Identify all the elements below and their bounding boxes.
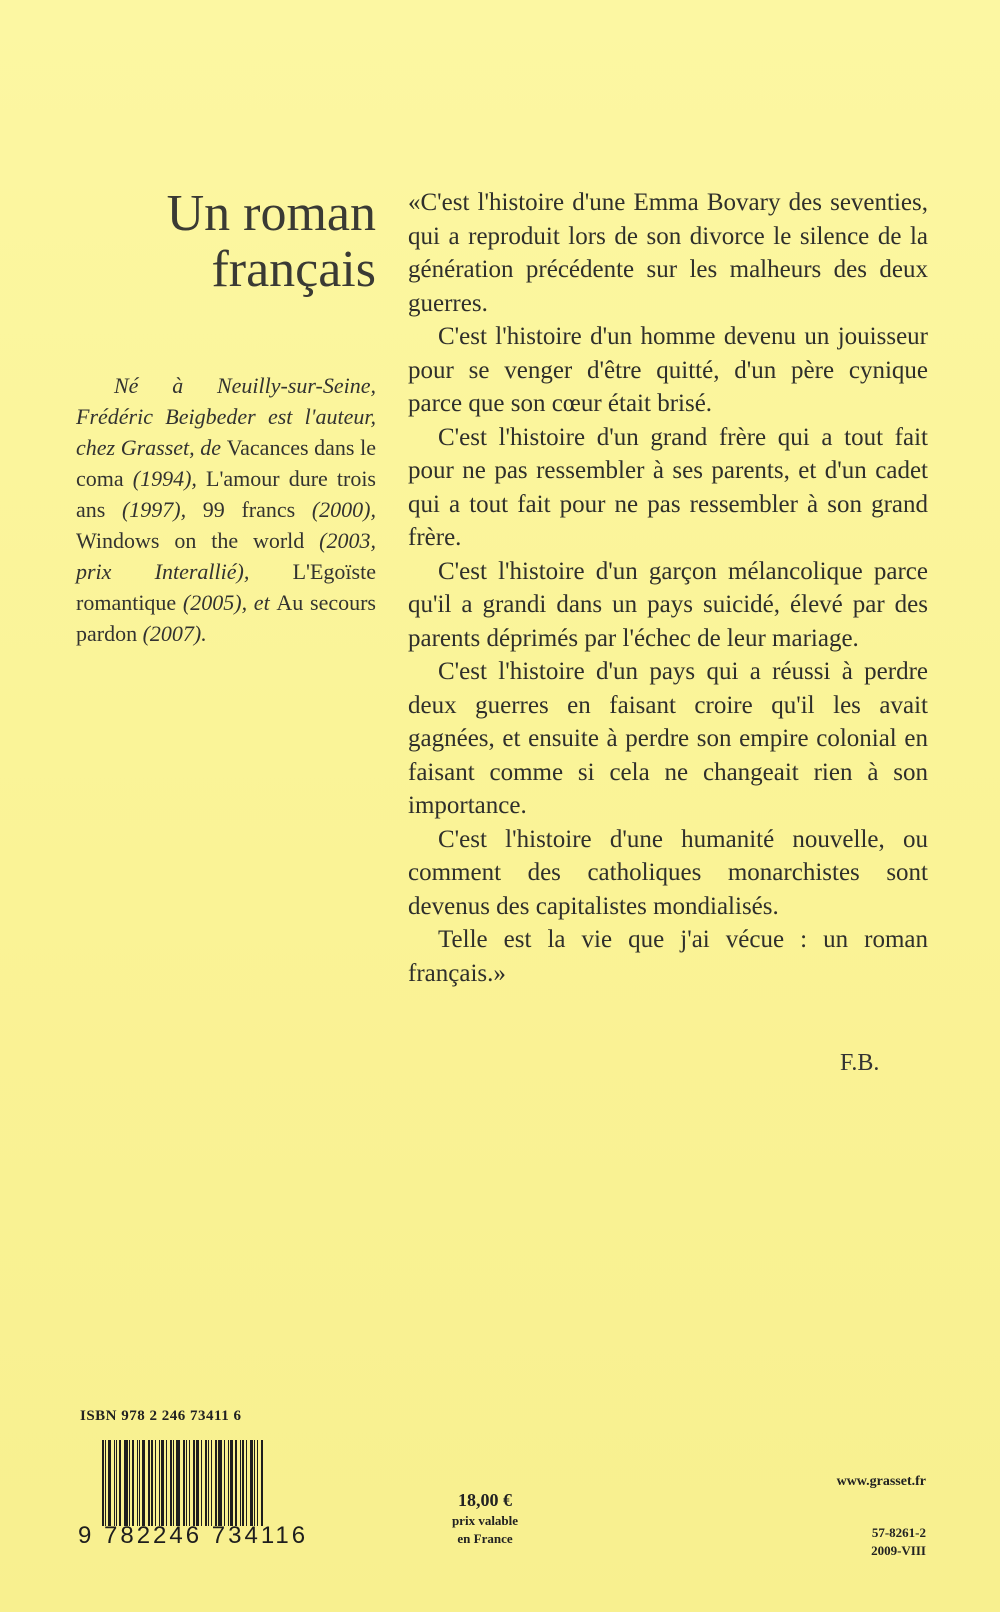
barcode-bar <box>242 1440 244 1526</box>
barcode-bar <box>161 1440 164 1526</box>
barcode-bar <box>148 1440 150 1526</box>
bio-year-4: (2003, prix Interallié), <box>76 528 377 584</box>
barcode-bar <box>170 1440 172 1526</box>
publisher-code-2: 2009-VIII <box>871 1543 926 1558</box>
barcode-bar <box>235 1440 237 1526</box>
barcode-bar <box>159 1440 160 1526</box>
bio-book-4: Windows on the world <box>76 528 305 553</box>
book-title-line-1: Un roman <box>166 185 376 242</box>
blurb-paragraph: «C'est l'histoire d'une Emma Bovary des seventies, qui a reproduit lors de son divorce le silence de la génération précédente sur les malheurs des deux guerres. <box>408 189 928 317</box>
bio-book-5: L'Egoïste romantique <box>76 559 376 615</box>
barcode-bar <box>132 1440 134 1526</box>
barcode-bar <box>201 1440 202 1526</box>
barcode-bar <box>250 1440 253 1526</box>
blurb-paragraph: Telle est la vie que j'ai vécue : un roman français.» <box>408 926 928 987</box>
barcode-bar <box>196 1440 199 1526</box>
bio-book-6: Au secours pardon <box>76 590 376 646</box>
barcode-bar <box>116 1440 117 1526</box>
barcode-bar <box>108 1440 111 1526</box>
bio-year-1: (1994), <box>123 466 206 491</box>
barcode <box>78 1440 332 1550</box>
barcode-bar <box>254 1440 255 1526</box>
barcode-bar <box>228 1440 229 1526</box>
barcode-bar <box>261 1440 263 1526</box>
barcode-bar <box>240 1440 241 1526</box>
barcode-bar <box>119 1440 121 1526</box>
barcode-bar <box>215 1440 217 1526</box>
price: 18,00 € <box>458 1490 512 1510</box>
publisher-codes <box>800 1524 926 1560</box>
blurb-paragraph: C'est l'histoire d'une humanité nouvelle, ou comment des catholiques monarchistes sont devenus des capitalistes mondialisés. <box>408 825 928 920</box>
barcode-bar <box>257 1440 258 1526</box>
barcode-bar <box>137 1440 138 1526</box>
bio-book-3: 99 francs <box>202 497 296 522</box>
barcode-bar <box>224 1440 225 1526</box>
barcode-bar <box>155 1440 156 1526</box>
barcode-bar <box>230 1440 233 1526</box>
blurb-paragraph: C'est l'histoire d'un pays qui a réussi à perdre deux guerres en faisant croire qu'il les avait gagnées, et ensuite à perdre son empire colonial en faisant comme si cela ne changeait rien à son importance. <box>408 658 928 819</box>
publisher-url: www.grasset.fr <box>836 1474 926 1489</box>
barcode-bar <box>114 1440 115 1526</box>
author-bio <box>76 370 376 649</box>
barcode-bar <box>166 1440 167 1526</box>
price-block <box>430 1488 540 1548</box>
barcode-bars <box>102 1440 332 1526</box>
author-signature: F.B. <box>840 1050 880 1076</box>
barcode-bar <box>176 1440 180 1526</box>
blurb-paragraph: C'est l'histoire d'un garçon mélancolique parce qu'il a grandi dans un pays suicidé, élevé par des parents déprimés par l'échec de leur mariage. <box>408 557 928 652</box>
bio-year-2: (1997), <box>105 497 203 522</box>
barcode-bar <box>142 1440 145 1526</box>
bio-year-6: (2007). <box>137 621 207 646</box>
barcode-bar <box>193 1440 195 1526</box>
price-note-line-2: en France <box>457 1531 513 1546</box>
barcode-bar <box>205 1440 207 1526</box>
blurb-paragraph: C'est l'histoire d'un grand frère qui a tout fait pour ne pas ressembler à ses parents, et d'un cadet qui a tout fait pour ne pas ressembler à son grand frère. <box>408 423 928 551</box>
book-title <box>120 186 376 298</box>
bio-book-2: L'amour dure trois ans <box>76 466 376 522</box>
bio-year-3: (2000), <box>295 497 377 522</box>
barcode-bar <box>186 1440 187 1526</box>
barcode-bar <box>183 1440 185 1526</box>
bio-book-1: Vacances dans le coma <box>76 435 376 491</box>
barcode-bar <box>129 1440 130 1526</box>
barcode-bar <box>151 1440 153 1526</box>
price-note-line-1: prix valable <box>451 1513 519 1528</box>
barcode-bar <box>218 1440 222 1526</box>
barcode-bar <box>246 1440 247 1526</box>
barcode-bar <box>139 1440 140 1526</box>
barcode-bar <box>105 1440 106 1526</box>
barcode-bar <box>102 1440 104 1526</box>
barcode-bar <box>124 1440 128 1526</box>
publisher-code-1: 57-8261-2 <box>871 1525 926 1540</box>
barcode-bar <box>211 1440 212 1526</box>
barcode-bar <box>189 1440 190 1526</box>
isbn-number: ISBN 978 2 246 73411 6 <box>80 1408 242 1424</box>
blurb-text <box>408 186 928 990</box>
barcode-digits: 9 782246 734116 <box>78 1522 309 1549</box>
bio-year-5: (2005), et <box>176 590 277 615</box>
book-title-line-2: français <box>211 241 376 298</box>
barcode-bar <box>208 1440 209 1526</box>
bio-intro: Né à Neuilly-sur-Seine, Frédéric Beigbeder est l'auteur, chez Grasset, de <box>76 373 376 460</box>
blurb-paragraph: C'est l'histoire d'un homme devenu un jouisseur pour se venger d'être quitté, d'un père cynique parce que son cœur était brisé. <box>408 323 928 417</box>
barcode-bar <box>173 1440 174 1526</box>
